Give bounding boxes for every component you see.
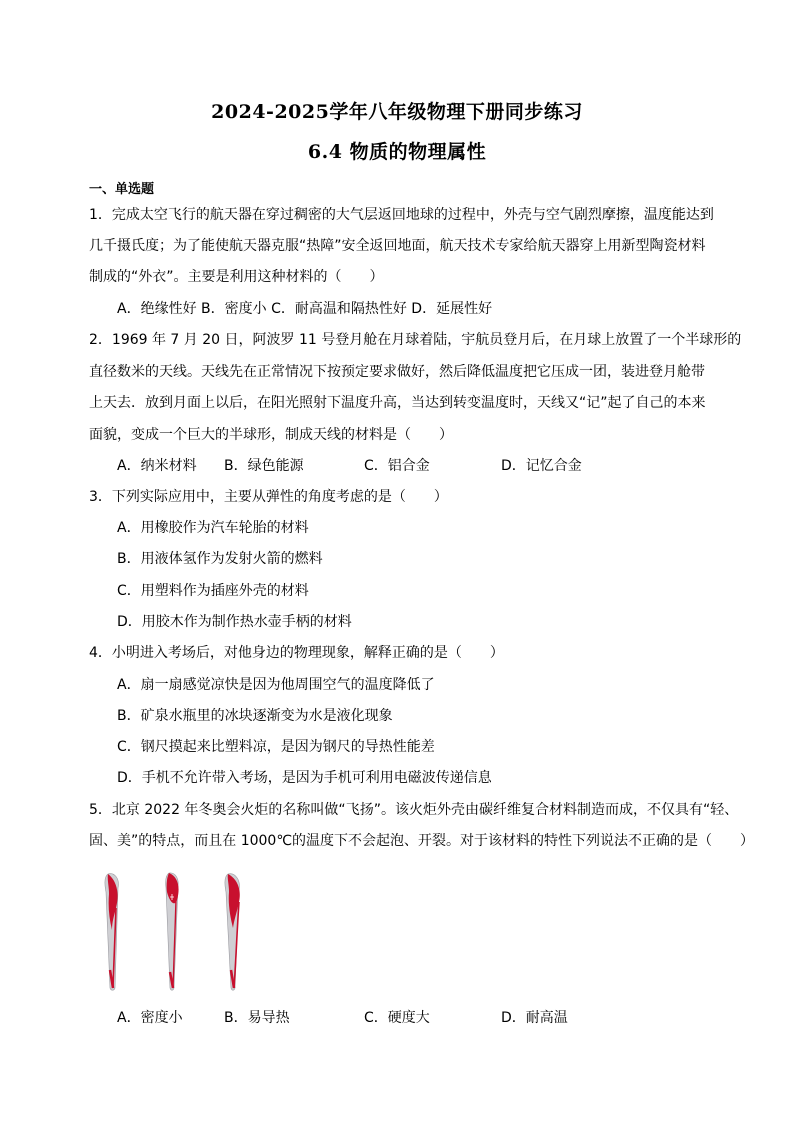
q1-line-2: 几千摄氏度；为了能使航天器克服“热障”安全返回地面，航天技术专家给航天器穿上用新型陶瓷材料 xyxy=(89,238,706,254)
q1-line-3: 制成的“外衣”。主要是利用这种材料的（ ） xyxy=(89,269,384,285)
q4-option-c[interactable]: C．钢尺摸起来比塑料凉，是因为钢尺的导热性能差 xyxy=(117,739,435,755)
torch-image-2 xyxy=(155,870,189,992)
q2-line-3: 上天去．放到月面上以后，在阳光照射下温度升高，当达到转变温度时，天线又“记”起了自己的本来 xyxy=(89,395,706,411)
q2-line-1: 2．1969 年 7 月 20 日，阿波罗 11 号登月舱在月球着陆，宇航员登月后，在月球上放置了一个半球形的 xyxy=(89,332,742,348)
torch-image-3 xyxy=(215,870,249,992)
q1-line-1: 1．完成太空飞行的航天器在穿过稠密的大气层返回地球的过程中，外壳与空气剧烈摩擦，温度能达到 xyxy=(89,207,714,223)
q3-option-a[interactable]: A．用橡胶作为汽车轮胎的材料 xyxy=(117,520,309,536)
q2-option-b[interactable]: B．绿色能源 xyxy=(224,458,304,474)
q4-option-d[interactable]: D．手机不允许带入考场，是因为手机可利用电磁波传递信息 xyxy=(117,770,492,786)
q5-line-1: 5．北京 2022 年冬奥会火炬的名称叫做“飞扬”。该火炬外壳由碳纤维复合材料制造而成，不仅具有“轻、 xyxy=(89,802,739,818)
q5-line-2: 固、美”的特点，而且在 1000℃的温度下不会起泡、开裂。对于该材料的特性下列说法不正确的是（ ） xyxy=(89,833,755,849)
q5-option-c[interactable]: C．硬度大 xyxy=(364,1010,430,1026)
q2-option-a[interactable]: A．纳米材料 xyxy=(117,458,197,474)
q3-option-c[interactable]: C．用塑料作为插座外壳的材料 xyxy=(117,583,309,599)
q4-option-b[interactable]: B．矿泉水瓶里的冰块逐渐变为水是液化现象 xyxy=(117,708,393,724)
q2-line-4: 面貌，变成一个巨大的半球形，制成天线的材料是（ ） xyxy=(89,427,453,443)
q1-options[interactable]: A．绝缘性好 B．密度小 C．耐高温和隔热性好 D．延展性好 xyxy=(117,301,493,317)
q4-option-a[interactable]: A．扇一扇感觉凉快是因为他周围空气的温度降低了 xyxy=(117,677,435,693)
page-title: 2024-2025学年八年级物理下册同步练习 xyxy=(211,101,583,123)
q3-option-b[interactable]: B．用液体氢作为发射火箭的燃料 xyxy=(117,551,323,567)
q5-option-b[interactable]: B．易导热 xyxy=(224,1010,290,1026)
q3-option-d[interactable]: D．用胶木作为制作热水壶手柄的材料 xyxy=(117,614,352,630)
q2-line-2: 直径数米的天线。天线先在正常情况下按预定要求做好，然后降低温度把它压成一团，装进登月舱带 xyxy=(89,364,705,380)
torch-image-1 xyxy=(96,870,130,992)
page-subtitle: 6.4 物质的物理属性 xyxy=(307,141,487,163)
q3-stem: 3．下列实际应用中，主要从弹性的角度考虑的是（ ） xyxy=(89,489,448,505)
q2-option-d[interactable]: D．记忆合金 xyxy=(501,458,582,474)
q5-option-a[interactable]: A．密度小 xyxy=(117,1010,183,1026)
q5-option-d[interactable]: D．耐高温 xyxy=(501,1010,568,1026)
q2-option-c[interactable]: C．铝合金 xyxy=(364,458,430,474)
q4-stem: 4．小明进入考场后，对他身边的物理现象，解释正确的是（ ） xyxy=(89,645,504,661)
section-heading: 一、单选题 xyxy=(89,182,155,197)
